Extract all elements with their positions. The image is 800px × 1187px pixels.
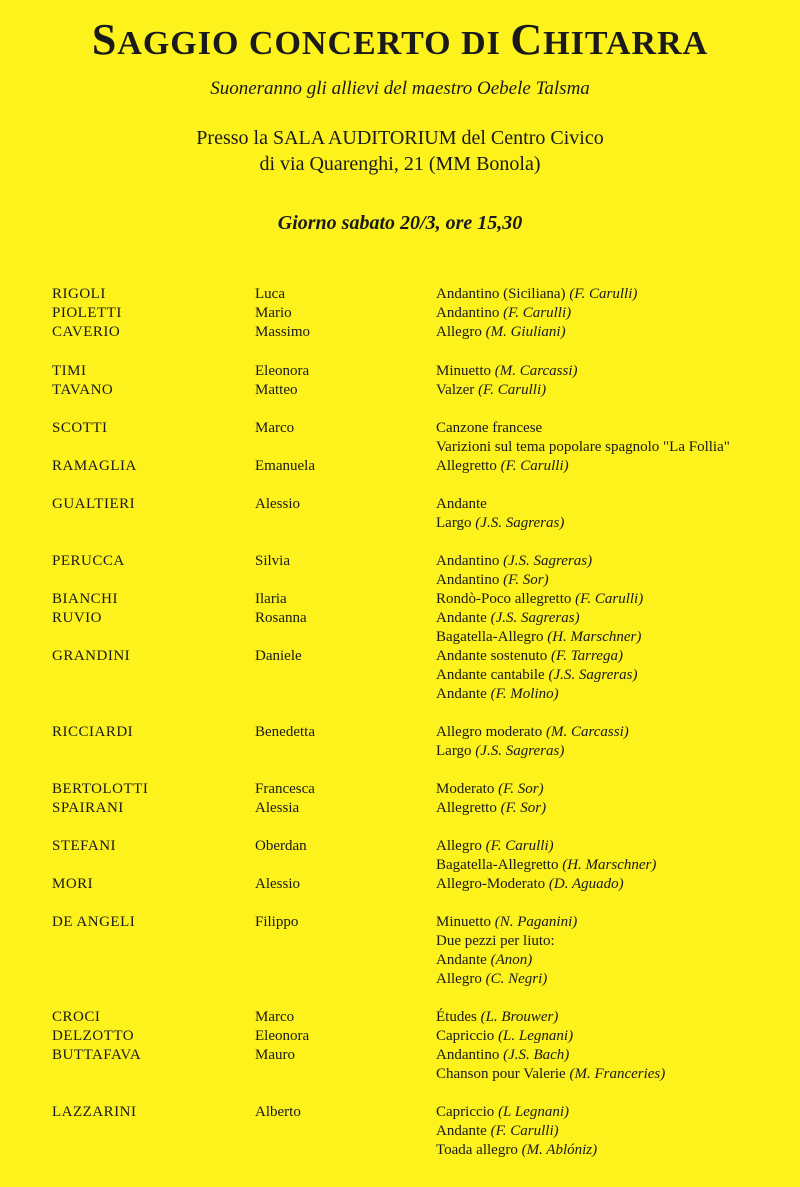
page-title bbox=[0, 14, 800, 65]
piece-composer: (F. Carulli) bbox=[485, 838, 554, 854]
piece-title: Chanson pour Valerie bbox=[436, 1066, 566, 1082]
piece-composer: (F. Sor) bbox=[503, 572, 549, 588]
title-part-1: AGGIO CONCERTO DI bbox=[117, 25, 511, 62]
piece-title: Andantino bbox=[436, 553, 500, 569]
piece-composer: (N. Paganini) bbox=[494, 914, 578, 930]
piece-entry bbox=[436, 780, 544, 799]
piece-entry bbox=[436, 913, 577, 932]
piece-entry bbox=[436, 1065, 665, 1084]
piece-entry bbox=[436, 856, 656, 875]
student-name: Mario bbox=[255, 305, 292, 321]
subtitle: Suoneranno gli allievi del maestro Oebele Talsma bbox=[210, 78, 590, 99]
student-name: Alessia bbox=[255, 800, 300, 816]
student-name: Eleonora bbox=[255, 363, 310, 379]
student-name: Oberdan bbox=[255, 838, 307, 854]
program-row bbox=[0, 913, 800, 932]
piece-title: Andante bbox=[436, 686, 487, 702]
program-row bbox=[0, 856, 800, 875]
student-surname: DELZOTTO bbox=[52, 1028, 135, 1044]
program-row bbox=[0, 1103, 800, 1122]
piece-composer: (F. Molino) bbox=[490, 686, 559, 702]
piece-title: Andantino bbox=[436, 305, 500, 321]
piece-entry bbox=[436, 1046, 569, 1065]
piece-entry bbox=[436, 457, 569, 476]
program-row bbox=[0, 438, 800, 457]
program-row bbox=[0, 970, 800, 989]
venue-line-2: di via Quarenghi, 21 (MM Bonola) bbox=[259, 153, 541, 175]
piece-title: Allegro bbox=[436, 838, 482, 854]
piece-composer: (H. Marschner) bbox=[562, 857, 657, 873]
student-surname: BIANCHI bbox=[52, 591, 118, 607]
piece-composer: (J.S. Sagreras) bbox=[475, 515, 565, 531]
piece-title: Allegro moderato bbox=[436, 724, 543, 740]
piece-composer: (H. Marschner) bbox=[547, 629, 642, 645]
piece-entry bbox=[436, 1008, 558, 1027]
student-name: Alberto bbox=[255, 1104, 301, 1120]
program-row bbox=[0, 1141, 800, 1160]
piece-entry bbox=[436, 1122, 559, 1141]
piece-entry bbox=[436, 514, 564, 533]
piece-title: Capriccio bbox=[436, 1028, 495, 1044]
piece-entry bbox=[436, 837, 554, 856]
piece-entry bbox=[436, 285, 637, 304]
piece-composer: (M. Carcassi) bbox=[545, 724, 629, 740]
student-surname: GUALTIERI bbox=[52, 496, 136, 512]
program-row bbox=[0, 685, 800, 704]
student-name: Massimo bbox=[255, 324, 311, 340]
piece-title: Bagatella-Allegretto bbox=[436, 857, 559, 873]
piece-entry bbox=[436, 723, 629, 742]
student-name: Matteo bbox=[255, 382, 298, 398]
piece-title: Valzer bbox=[436, 382, 475, 398]
student-name: Filippo bbox=[255, 914, 299, 930]
piece-entry bbox=[436, 590, 643, 609]
program-row bbox=[0, 590, 800, 609]
program-row bbox=[0, 457, 800, 476]
piece-title: Études bbox=[436, 1009, 477, 1025]
student-surname: GRANDINI bbox=[52, 648, 131, 664]
piece-title: Largo bbox=[436, 515, 472, 531]
program-row bbox=[0, 495, 800, 514]
title-part-2: HITARRA bbox=[543, 25, 709, 62]
student-surname: BERTOLOTTI bbox=[52, 781, 149, 797]
piece-title: Allegro-Moderato bbox=[436, 876, 546, 892]
piece-entry bbox=[436, 552, 592, 571]
piece-entry bbox=[436, 362, 578, 381]
program-row bbox=[0, 285, 800, 304]
student-surname: MORI bbox=[52, 876, 94, 892]
piece-composer: (M. Ablóniz) bbox=[521, 1142, 598, 1158]
student-surname: PERUCCA bbox=[52, 553, 125, 569]
program-row bbox=[0, 362, 800, 381]
piece-entry bbox=[436, 381, 546, 400]
piece-entry bbox=[436, 685, 559, 704]
student-name: Francesca bbox=[255, 781, 315, 797]
student-name: Alessio bbox=[255, 496, 300, 512]
piece-composer: (F. Carulli) bbox=[490, 1123, 559, 1139]
program-row bbox=[0, 381, 800, 400]
program-row bbox=[0, 304, 800, 323]
title-initial-s: S bbox=[91, 15, 118, 64]
piece-entry bbox=[436, 571, 549, 590]
piece-title: Andantino (Siciliana) bbox=[436, 286, 566, 302]
piece-title: Allegro bbox=[436, 324, 482, 340]
program-row bbox=[0, 723, 800, 742]
student-surname: DE ANGELI bbox=[52, 914, 136, 930]
program-row bbox=[0, 571, 800, 590]
piece-composer: (M. Giuliani) bbox=[485, 324, 566, 340]
program-row bbox=[0, 1046, 800, 1065]
piece-entry bbox=[436, 609, 580, 628]
student-name: Benedetta bbox=[255, 724, 315, 740]
piece-composer: (F. Carulli) bbox=[503, 305, 572, 321]
program-row bbox=[0, 875, 800, 894]
piece-title: Allegro bbox=[436, 971, 482, 987]
piece-entry bbox=[436, 875, 624, 894]
piece-composer: (D. Aguado) bbox=[548, 876, 624, 892]
piece-entry bbox=[436, 304, 571, 323]
piece-title: Andantino bbox=[436, 1047, 500, 1063]
student-surname: TIMI bbox=[52, 363, 87, 379]
student-name: Silvia bbox=[255, 553, 291, 569]
piece-title: Largo bbox=[436, 743, 472, 759]
student-name: Emanuela bbox=[255, 458, 315, 474]
piece-composer: (F. Carulli) bbox=[500, 458, 569, 474]
piece-composer: (M. Franceries) bbox=[569, 1066, 666, 1082]
piece-composer: (F. Carulli) bbox=[575, 591, 644, 607]
piece-composer: (Anon) bbox=[490, 952, 533, 968]
piece-entry bbox=[436, 1027, 573, 1046]
student-name: Alessio bbox=[255, 876, 300, 892]
program-row bbox=[0, 780, 800, 799]
student-name: Luca bbox=[255, 286, 285, 302]
student-surname: RIGOLI bbox=[52, 286, 106, 302]
piece-title: Minuetto bbox=[436, 363, 491, 379]
program-row bbox=[0, 1027, 800, 1046]
piece-composer: (F. Carulli) bbox=[569, 286, 638, 302]
piece-entry bbox=[436, 742, 564, 761]
piece-title: Canzone francese bbox=[436, 420, 543, 436]
program-row bbox=[0, 951, 800, 970]
student-name: Eleonora bbox=[255, 1028, 310, 1044]
piece-title: Moderato bbox=[436, 781, 495, 797]
piece-composer: (L Legnani) bbox=[498, 1104, 570, 1120]
program-row bbox=[0, 609, 800, 628]
program-row bbox=[0, 514, 800, 533]
piece-composer: (J.S. Sagreras) bbox=[475, 743, 565, 759]
piece-title: Andante bbox=[436, 496, 487, 512]
piece-composer: (M. Carcassi) bbox=[494, 363, 578, 379]
piece-entry bbox=[436, 438, 730, 457]
piece-composer: (J.S. Sagreras) bbox=[548, 667, 638, 683]
piece-composer: (L. Legnani) bbox=[498, 1028, 574, 1044]
piece-entry bbox=[436, 1141, 597, 1160]
title-initial-c: C bbox=[510, 15, 544, 64]
student-name: Daniele bbox=[255, 648, 302, 664]
piece-title: Andante bbox=[436, 952, 487, 968]
piece-title: Capriccio bbox=[436, 1104, 495, 1120]
piece-entry bbox=[436, 1103, 569, 1122]
student-surname: SPAIRANI bbox=[52, 800, 124, 816]
student-surname: RUVIO bbox=[52, 610, 102, 626]
piece-title: Toada allegro bbox=[436, 1142, 518, 1158]
piece-title: Bagatella-Allegro bbox=[436, 629, 544, 645]
student-name: Ilaria bbox=[255, 591, 287, 607]
venue bbox=[0, 125, 800, 177]
piece-composer: (J.S. Sagreras) bbox=[503, 553, 593, 569]
student-name: Mauro bbox=[255, 1047, 295, 1063]
student-surname: CAVERIO bbox=[52, 324, 121, 340]
program-row bbox=[0, 552, 800, 571]
piece-title: Andante bbox=[436, 610, 487, 626]
piece-entry bbox=[436, 323, 566, 342]
student-surname: BUTTAFAVA bbox=[52, 1047, 142, 1063]
piece-title: Minuetto bbox=[436, 914, 491, 930]
program-row bbox=[0, 419, 800, 438]
piece-entry bbox=[436, 799, 546, 818]
student-surname: TAVANO bbox=[52, 382, 114, 398]
piece-composer: (L. Brouwer) bbox=[480, 1009, 559, 1025]
program-row bbox=[0, 647, 800, 666]
program-row bbox=[0, 1065, 800, 1084]
piece-entry bbox=[436, 647, 623, 666]
program-row bbox=[0, 1008, 800, 1027]
piece-composer: (F. Tarrega) bbox=[550, 648, 623, 664]
piece-entry bbox=[436, 419, 542, 438]
piece-composer: (J.S. Sagreras) bbox=[490, 610, 580, 626]
piece-entry bbox=[436, 628, 641, 647]
program-row bbox=[0, 323, 800, 342]
piece-title: Varizioni sul tema popolare spagnolo "La Follia" bbox=[436, 439, 730, 455]
student-surname: RAMAGLIA bbox=[52, 458, 137, 474]
program-row bbox=[0, 1122, 800, 1141]
piece-title: Due pezzi per liuto: bbox=[436, 933, 555, 949]
piece-entry bbox=[436, 666, 637, 685]
piece-entry bbox=[436, 970, 547, 989]
program-row bbox=[0, 932, 800, 951]
student-surname: CROCI bbox=[52, 1009, 101, 1025]
program-row bbox=[0, 666, 800, 685]
piece-title: Allegretto bbox=[436, 800, 497, 816]
piece-entry bbox=[436, 932, 555, 951]
piece-composer: (F. Sor) bbox=[498, 781, 544, 797]
student-name: Marco bbox=[255, 420, 295, 436]
student-surname: SCOTTI bbox=[52, 420, 108, 436]
student-surname: PIOLETTI bbox=[52, 305, 122, 321]
piece-composer: (F. Sor) bbox=[500, 800, 547, 816]
piece-title: Allegretto bbox=[436, 458, 497, 474]
student-surname: STEFANI bbox=[52, 838, 117, 854]
piece-entry bbox=[436, 495, 487, 514]
program-row bbox=[0, 799, 800, 818]
student-name: Marco bbox=[255, 1009, 295, 1025]
piece-title: Andante cantabile bbox=[436, 667, 545, 683]
program-row bbox=[0, 742, 800, 761]
student-surname: LAZZARINI bbox=[52, 1104, 137, 1120]
piece-composer: (C. Negri) bbox=[485, 971, 548, 987]
piece-title: Andantino bbox=[436, 572, 500, 588]
piece-composer: (J.S. Bach) bbox=[503, 1047, 570, 1063]
program-row bbox=[0, 628, 800, 647]
piece-entry bbox=[436, 951, 532, 970]
concert-date: Giorno sabato 20/3, ore 15,30 bbox=[277, 212, 523, 234]
student-surname: RICCIARDI bbox=[52, 724, 134, 740]
piece-title: Rondò-Poco allegretto bbox=[436, 591, 572, 607]
piece-composer: (F. Carulli) bbox=[478, 382, 547, 398]
student-name: Rosanna bbox=[255, 610, 307, 626]
piece-title: Andante sostenuto bbox=[436, 648, 548, 664]
venue-line-1: Presso la SALA AUDITORIUM del Centro Civico bbox=[196, 127, 604, 149]
program-row bbox=[0, 837, 800, 856]
piece-title: Andante bbox=[436, 1123, 487, 1139]
